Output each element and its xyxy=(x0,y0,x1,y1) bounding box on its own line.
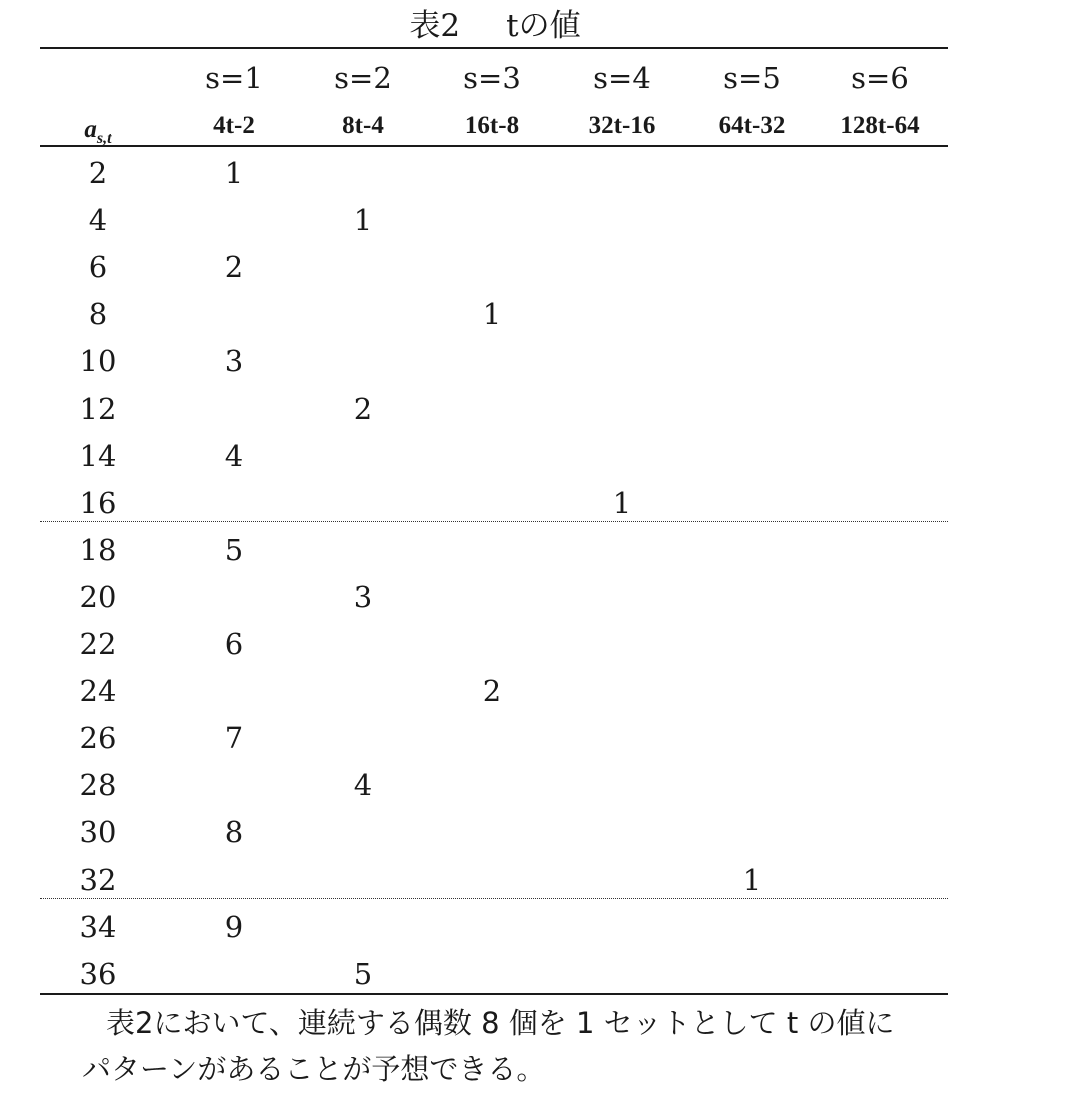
header-s-3: s=3 xyxy=(463,61,521,95)
caption-line-2: パターンがあることが予想できる。 xyxy=(82,1052,546,1086)
row-t-value: 4 xyxy=(224,438,244,473)
header-s-4: s=4 xyxy=(593,61,651,95)
row-a-value: 16 xyxy=(79,485,117,520)
header-formula-2: 8t-4 xyxy=(342,112,384,139)
row-a-value: 4 xyxy=(88,203,108,238)
row-a-value: 14 xyxy=(79,438,117,473)
row-a-value: 28 xyxy=(79,768,117,803)
row-a-value: 34 xyxy=(79,909,117,944)
row-a-value: 10 xyxy=(79,344,117,379)
table-title xyxy=(0,4,990,48)
row-t-value: 1 xyxy=(353,203,373,238)
row-a-value: 32 xyxy=(79,862,117,897)
row-t-value: 8 xyxy=(224,815,244,850)
row-a-value: 20 xyxy=(79,579,117,614)
bottom-rule xyxy=(40,993,948,995)
header-a-subscript: s,t xyxy=(96,130,112,147)
row-a-value: 8 xyxy=(88,297,108,332)
header-rule xyxy=(40,145,948,147)
row-t-value: 3 xyxy=(353,579,373,614)
row-t-value: 1 xyxy=(482,297,502,332)
row-a-value: 12 xyxy=(79,391,117,426)
table-title-main: 表2 xyxy=(409,8,461,44)
row-a-value: 24 xyxy=(79,674,117,709)
row-t-value: 5 xyxy=(353,956,373,991)
top-rule xyxy=(40,47,948,49)
row-a-value: 26 xyxy=(79,721,117,756)
row-t-value: 7 xyxy=(224,721,244,756)
group-separator-1 xyxy=(40,521,948,522)
header-formula-6: 128t-64 xyxy=(840,112,920,139)
header-a-st xyxy=(84,114,111,155)
row-t-value: 4 xyxy=(353,768,373,803)
row-t-value: 3 xyxy=(224,344,244,379)
header-s-6: s=6 xyxy=(851,61,909,95)
row-a-value: 6 xyxy=(88,250,108,285)
row-t-value: 6 xyxy=(224,627,244,661)
header-s-2: s=2 xyxy=(334,61,392,95)
header-formula-5: 64t-32 xyxy=(718,112,786,139)
header-formula-3: 16t-8 xyxy=(464,112,520,139)
header-s-1: s=1 xyxy=(205,61,263,95)
row-a-value: 36 xyxy=(79,956,117,991)
row-t-value: 1 xyxy=(612,485,632,520)
row-a-value: 2 xyxy=(88,156,108,190)
row-t-value: 1 xyxy=(742,862,762,897)
row-t-value: 2 xyxy=(482,674,502,709)
row-a-value: 22 xyxy=(79,627,117,661)
row-a-value: 30 xyxy=(79,815,117,850)
row-t-value: 1 xyxy=(224,156,244,190)
header-a-base: a xyxy=(84,116,97,143)
caption-line-1: 表2において、連続する偶数 8 個を 1 セットとして t の値に xyxy=(106,1006,895,1040)
row-t-value: 5 xyxy=(224,532,244,567)
header-formula-1: 4t-2 xyxy=(213,112,255,139)
caption xyxy=(82,1000,962,1092)
header-formula-4: 32t-16 xyxy=(588,112,656,139)
row-t-value: 9 xyxy=(224,909,244,944)
row-a-value: 18 xyxy=(79,532,117,567)
table-title-sub: tの値 xyxy=(506,8,581,44)
row-t-value: 2 xyxy=(353,391,373,426)
header-s-5: s=5 xyxy=(723,61,781,95)
row-t-value: 2 xyxy=(224,250,244,285)
group-separator-2 xyxy=(40,898,948,899)
